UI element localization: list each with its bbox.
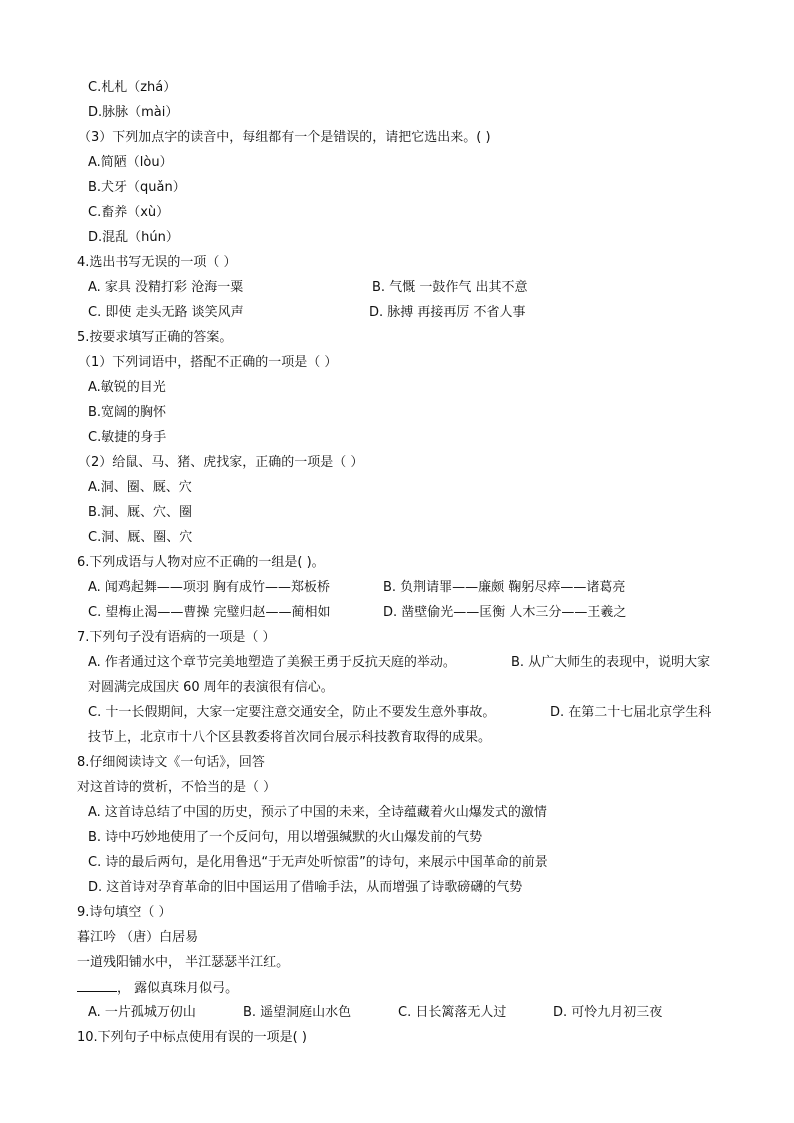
- option-text: C.畜养（xù）: [88, 205, 170, 220]
- option-text: B.洞、厩、穴、圈: [88, 505, 193, 520]
- poem-line-blank: [77, 979, 238, 998]
- question-8-stem: 对这首诗的赏析，不恰当的是（ ）: [77, 780, 277, 795]
- option-text: B.宽阔的胸怀: [88, 405, 167, 420]
- sub-question: （1）下列词语中，搭配不正确的一项是（ ）: [78, 355, 338, 370]
- option-text: A. 作者通过这个章节完美地塑造了美猴王勇于反抗天庭的举动。: [88, 655, 456, 670]
- option-text: A.洞、圈、厩、穴: [88, 480, 192, 495]
- option-text: B. 遥望洞庭山水色: [243, 1005, 352, 1020]
- option-text: B. 从广大师生的表现中，说明大家: [511, 655, 711, 670]
- option-text: A. 这首诗总结了中国的历史，预示了中国的未来，全诗蕴藏着火山爆发式的激情: [88, 805, 547, 820]
- option-text: A. 一片孤城万仞山: [88, 1005, 196, 1020]
- option-text: C. 十一长假期间，大家一定要注意交通安全，防止不要发生意外事故。: [88, 705, 496, 720]
- option-text: B. 诗中巧妙地使用了一个反问句，用以增强缄默的火山爆发前的气势: [88, 830, 483, 845]
- option-text: A. 闻鸡起舞——项羽 胸有成竹——郑板桥: [88, 580, 331, 595]
- option-text: 技节上，北京市十八个区县教委将首次同台展示科技教育取得的成果。: [88, 730, 492, 745]
- option-text: D. 在第二十七届北京学生科: [550, 705, 712, 720]
- option-text: C.洞、厩、圈、穴: [88, 530, 193, 545]
- option-text: C. 即使 走头无路 谈笑风声: [88, 305, 244, 320]
- question-5: 5.按要求填写正确的答案。: [77, 330, 233, 345]
- option-text: D. 可怜九月初三夜: [553, 1005, 663, 1020]
- sub-question: （2）给鼠、马、猪、虎找家，正确的一项是（ ）: [78, 455, 364, 470]
- option-text: D. 这首诗对孕育革命的旧中国运用了借喻手法，从而增强了诗歌磅礴的气势: [88, 880, 523, 895]
- option-text: D.混乱（hún）: [88, 230, 179, 245]
- question-4: 4.选出书写无误的一项（ ）: [77, 255, 237, 270]
- option-text: D. 凿壁偷光——匡衡 人木三分——王羲之: [383, 605, 627, 620]
- option-text: D.脉脉（mài）: [88, 105, 179, 120]
- option-text: A.敏锐的目光: [88, 380, 166, 395]
- option-text: B. 负荆请罪——廉颇 鞠躬尽瘁——诸葛亮: [383, 580, 626, 595]
- answer-blank[interactable]: [77, 979, 117, 992]
- question-10: 10.下列句子中标点使用有误的一项是( ): [77, 1030, 307, 1045]
- option-text: C.札札（zhá）: [88, 80, 177, 95]
- option-text: C. 望梅止渴——曹操 完璧归赵——蔺相如: [88, 605, 331, 620]
- question-6: 6.下列成语与人物对应不正确的一组是( )。: [77, 555, 325, 570]
- question-8: 8.仔细阅读诗文《一句话》，回答: [77, 755, 265, 770]
- option-text: C. 日长篱落无人过: [398, 1005, 507, 1020]
- poem-line: 一道残阳铺水中， 半江瑟瑟半江红。: [77, 955, 290, 970]
- sub-question: （3）下列加点字的读音中，每组都有一个是错误的，请把它选出来。( ): [78, 130, 491, 145]
- poem-title: 暮江吟 （唐）白居易: [77, 930, 199, 945]
- option-text: C.敏捷的身手: [88, 430, 167, 445]
- option-text: A. 家具 没精打彩 沧海一粟: [88, 280, 244, 295]
- option-text: 对圆满完成国庆 60 周年的表演很有信心。: [88, 680, 334, 695]
- question-7: 7.下列句子没有语病的一项是（ ）: [77, 630, 276, 645]
- poem-line-text: ， 露似真珠月似弓。: [117, 981, 239, 996]
- question-9: 9.诗句填空（ ）: [77, 905, 172, 920]
- option-text: B. 气慨 一鼓作气 出其不意: [372, 280, 528, 295]
- option-text: D. 脉搏 再接再厉 不省人事: [369, 305, 526, 320]
- option-text: A.简陋（lòu）: [88, 155, 173, 170]
- option-text: C. 诗的最后两句，是化用鲁迅“于无声处听惊雷”的诗句，来展示中国革命的前景: [88, 855, 548, 870]
- option-text: B.犬牙（quǎn）: [88, 180, 186, 195]
